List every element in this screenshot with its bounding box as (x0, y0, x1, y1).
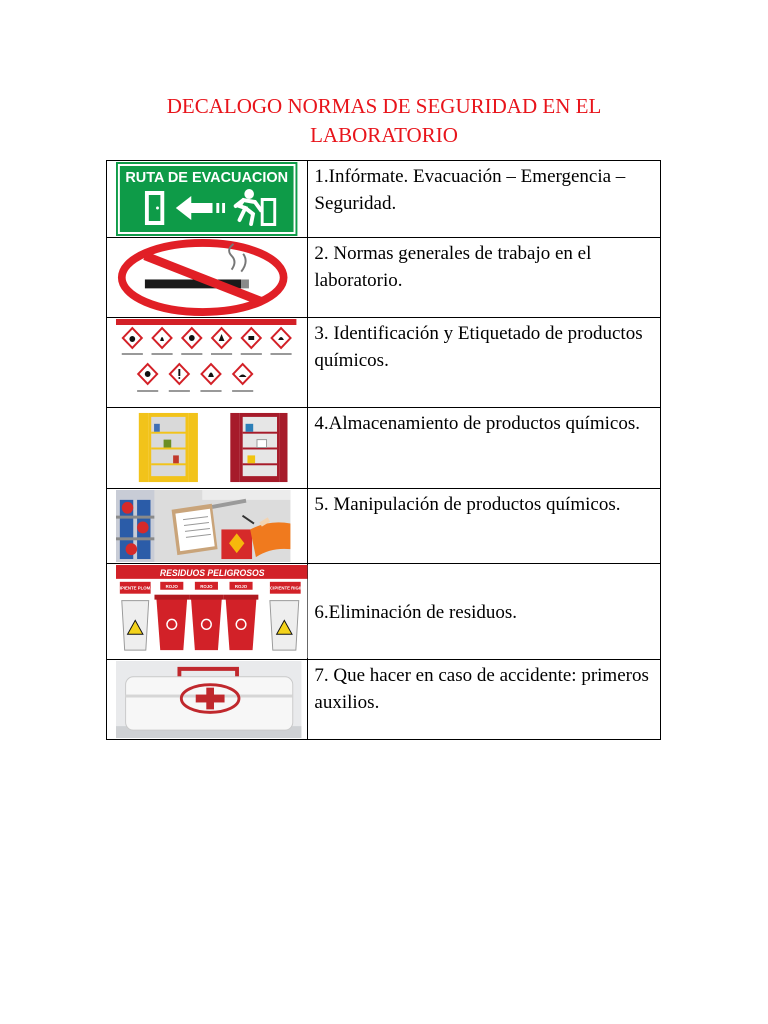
image-cell (107, 660, 308, 740)
table-row (107, 564, 661, 660)
no-smoking-sign (116, 240, 289, 315)
row-text-cell: 2. Normas generales de trabajo en el laboratorio. (308, 238, 661, 318)
title-line-2: LABORATORIO (310, 123, 458, 147)
row-text-cell: 6.Eliminación de residuos. (308, 564, 661, 660)
chemical-storage-cabinets (135, 410, 289, 486)
table-row (107, 489, 661, 564)
sign-text: RUTA DE EVACUACION (125, 169, 289, 187)
row-text-cell: 3. Identificación y Etiquetado de productos químicos. (308, 318, 661, 408)
table-row (107, 238, 661, 318)
bin-label: ROJO (234, 583, 248, 589)
image-cell (107, 408, 308, 489)
row-text-cell: 4.Almacenamiento de productos químicos. (308, 408, 661, 489)
image-cell (107, 489, 308, 564)
bin-label: ROJO (165, 583, 178, 589)
title-line-1: DECALOGO NORMAS DE SEGURIDAD EN EL (166, 94, 602, 118)
image-cell (107, 238, 308, 318)
row-text-cell: 1.Infórmate. Evacuación – Emergencia – Seguridad. (308, 161, 661, 238)
bin-label: RECIPIENTE RIGIDO (264, 585, 307, 591)
hazardous-waste-bins (110, 565, 307, 658)
table-row (107, 408, 661, 489)
table-row (107, 660, 661, 740)
table-row (107, 161, 661, 238)
bin-label: RECIPIENTE PLOMADO (110, 585, 160, 591)
banner-text: RESIDUOS PELIGROSOS (159, 567, 265, 578)
image-cell (107, 161, 308, 238)
table-row (107, 318, 661, 408)
row-text-cell: 5. Manipulación de productos químicos. (308, 489, 661, 564)
row-text-cell: 7. Que hacer en caso de accidente: primeros auxilios. (308, 660, 661, 740)
ghs-hazard-pictograms-chart (116, 319, 296, 405)
image-cell (107, 564, 308, 660)
chemical-handling-clipboard (116, 490, 290, 562)
document-title (0, 92, 768, 150)
evacuation-route-sign (116, 162, 297, 236)
first-aid-kit (116, 661, 301, 738)
bin-label: ROJO (200, 583, 213, 589)
image-cell (107, 318, 308, 408)
safety-rules-table (106, 160, 661, 740)
